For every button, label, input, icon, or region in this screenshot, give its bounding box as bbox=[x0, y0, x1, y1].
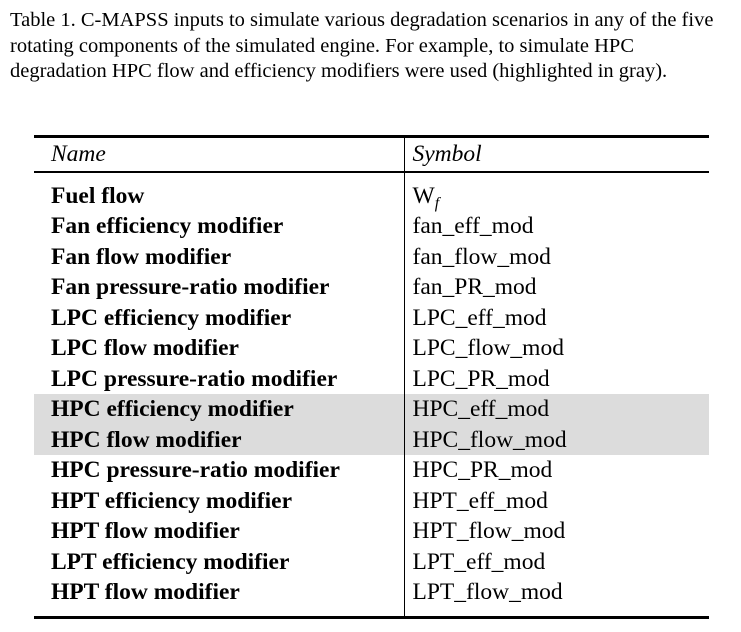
spacer-cell-name bbox=[34, 173, 404, 181]
table-caption: Table 1. C-MAPSS inputs to simulate various degradation scenarios in any of the five rotating components of the simulated engine. For example, to simulate HPC degradation HPC flow and efficiency modifiers were used (highlighted in gray). bbox=[10, 9, 714, 82]
table-spacer-row bbox=[34, 173, 709, 181]
parameters-table bbox=[34, 135, 709, 619]
cell-name: HPC flow modifier bbox=[34, 425, 404, 456]
cell-name: LPC efficiency modifier bbox=[34, 303, 404, 334]
cell-symbol: LPT_flow_mod bbox=[412, 579, 563, 605]
spacer-cell-symbol bbox=[404, 173, 709, 181]
cell-name: HPT flow modifier bbox=[34, 577, 404, 608]
table-row-11 bbox=[34, 516, 709, 547]
cell-symbol: LPT_eff_mod bbox=[412, 548, 546, 575]
cell-name: Fan pressure-ratio modifier bbox=[34, 272, 404, 303]
symbol-base: W bbox=[412, 182, 435, 209]
inputs-table-body bbox=[34, 173, 709, 616]
cell-symbol bbox=[404, 181, 709, 212]
cell-symbol: HPC_flow_mod bbox=[404, 425, 709, 456]
table-row-0 bbox=[34, 181, 709, 212]
cell-symbol: HPC_PR_mod bbox=[412, 457, 553, 483]
cell-name: Fuel flow bbox=[34, 181, 404, 212]
cell-name: LPT efficiency modifier bbox=[34, 547, 404, 578]
table-spacer-row-bottom bbox=[34, 608, 709, 616]
cell-name: HPT flow modifier bbox=[34, 516, 404, 547]
table-row-8-highlighted bbox=[34, 425, 709, 456]
cell-name: Fan flow modifier bbox=[34, 242, 404, 273]
cell-symbol: fan_PR_mod bbox=[412, 274, 537, 300]
table-row-6 bbox=[34, 364, 709, 395]
inputs-table bbox=[34, 138, 709, 171]
cell-name: LPC pressure-ratio modifier bbox=[34, 364, 404, 395]
table-row-5 bbox=[34, 333, 709, 364]
cell-name: HPC efficiency modifier bbox=[34, 394, 404, 425]
cell-symbol: fan_eff_mod bbox=[412, 213, 534, 239]
spacer-cell-name bbox=[34, 608, 404, 616]
cell-name: HPT efficiency modifier bbox=[34, 486, 404, 517]
cell-symbol: HPC_eff_mod bbox=[404, 394, 709, 425]
table-header-row bbox=[34, 138, 709, 171]
table-row-1 bbox=[34, 211, 709, 242]
table-row-4 bbox=[34, 303, 709, 334]
cell-name: HPC pressure-ratio modifier bbox=[34, 455, 404, 486]
cell-symbol: LPC_PR_mod bbox=[412, 365, 550, 392]
table-row-2 bbox=[34, 242, 709, 273]
table-row-7-highlighted bbox=[34, 394, 709, 425]
table-row-3 bbox=[34, 272, 709, 303]
cell-name: LPC flow modifier bbox=[34, 333, 404, 364]
cell-symbol: HPT_flow_mod bbox=[412, 518, 566, 544]
table-row-13 bbox=[34, 577, 709, 608]
cell-symbol: HPT_eff_mod bbox=[412, 487, 548, 514]
table-bottom-rule bbox=[34, 616, 709, 619]
table-row-9 bbox=[34, 455, 709, 486]
cell-name: Fan efficiency modifier bbox=[34, 211, 404, 242]
cell-symbol: fan_flow_mod bbox=[412, 243, 551, 270]
cell-symbol: LPC_flow_mod bbox=[412, 335, 564, 361]
cell-symbol: LPC_eff_mod bbox=[412, 304, 547, 331]
header-symbol: Symbol bbox=[412, 141, 482, 167]
table-row-10 bbox=[34, 486, 709, 517]
table-row-12 bbox=[34, 547, 709, 578]
spacer-cell-symbol bbox=[404, 608, 709, 616]
header-name: Name bbox=[34, 138, 404, 171]
symbol-subscript: f bbox=[434, 194, 440, 212]
